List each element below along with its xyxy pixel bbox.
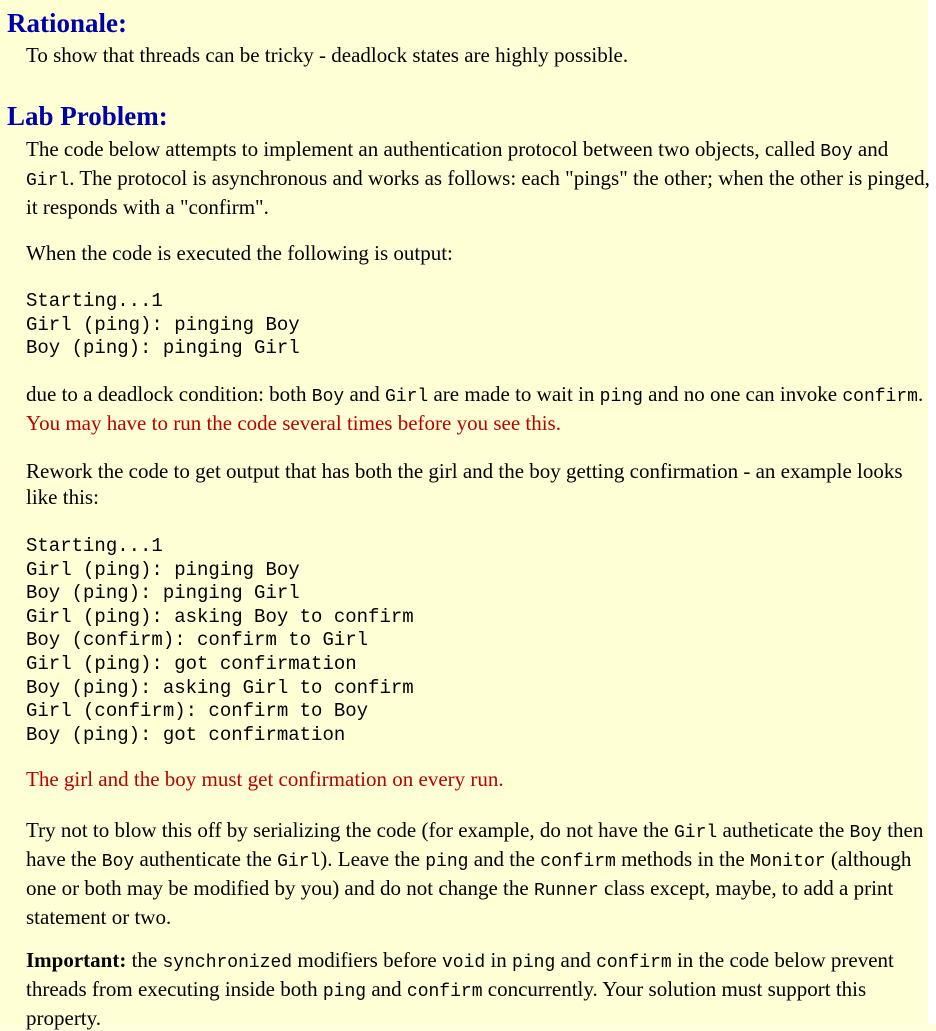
run-several-times-note: You may have to run the code several times before you see this. — [26, 411, 561, 435]
rework-instructions: Rework the code to get output that has both the girl and the boy getting confirmation - an example looks like this: — [26, 459, 903, 509]
important-label: Important: — [26, 948, 127, 972]
deadlock-output: Starting...1 Girl (ping): pinging Boy Boy (ping): pinging Girl — [26, 290, 300, 360]
expected-output: Starting...1 Girl (ping): pinging Boy Boy (ping): pinging Girl Girl (ping): asking Boy to confirm Boy (confirm): confirm to Girl Girl (ping): got confirmation Boy (ping): asking Girl to confirm Girl (confirm): confirm to Boy Boy (ping): got confirmation — [26, 535, 414, 746]
lab-problem-heading: Lab Problem: — [7, 101, 168, 131]
lab-intro-paragraph: The code below attempts to implement an authentication protocol between two objects, called Boy and Girl. The protocol is asynchronous and works as follows: each "pings" the other; when the other is pinged, it responds with a "confirm". — [26, 137, 930, 219]
rationale-heading: Rationale: — [7, 8, 127, 38]
serialization-warning: Try not to blow this off by serializing the code (for example, do not have the Girl autheticate the Boy then have the Boy authenticate the Girl). Leave the ping and the confirm methods in the Monitor (although one or both may be modified by you) and do not change the Runner class except, maybe, to add a print statement or two. — [26, 818, 924, 929]
rationale-text: To show that threads can be tricky - deadlock states are highly possible. — [26, 43, 629, 67]
confirmation-requirement: The girl and the boy must get confirmation on every run. — [26, 767, 504, 791]
code-girl: Girl — [26, 171, 70, 191]
code-boy: Boy — [820, 142, 853, 162]
important-note: Important: the synchronized modifiers before void in ping and confirm in the code below prevent threads from executing inside both ping and confirm concurrently. Your solution must support this property. — [26, 948, 894, 1030]
output-intro: When the code is executed the following is output: — [26, 241, 453, 265]
deadlock-explanation: due to a deadlock condition: both Boy and Girl are made to wait in ping and no one can invoke confirm. You may have to run the code several times before you see this. — [26, 382, 924, 435]
